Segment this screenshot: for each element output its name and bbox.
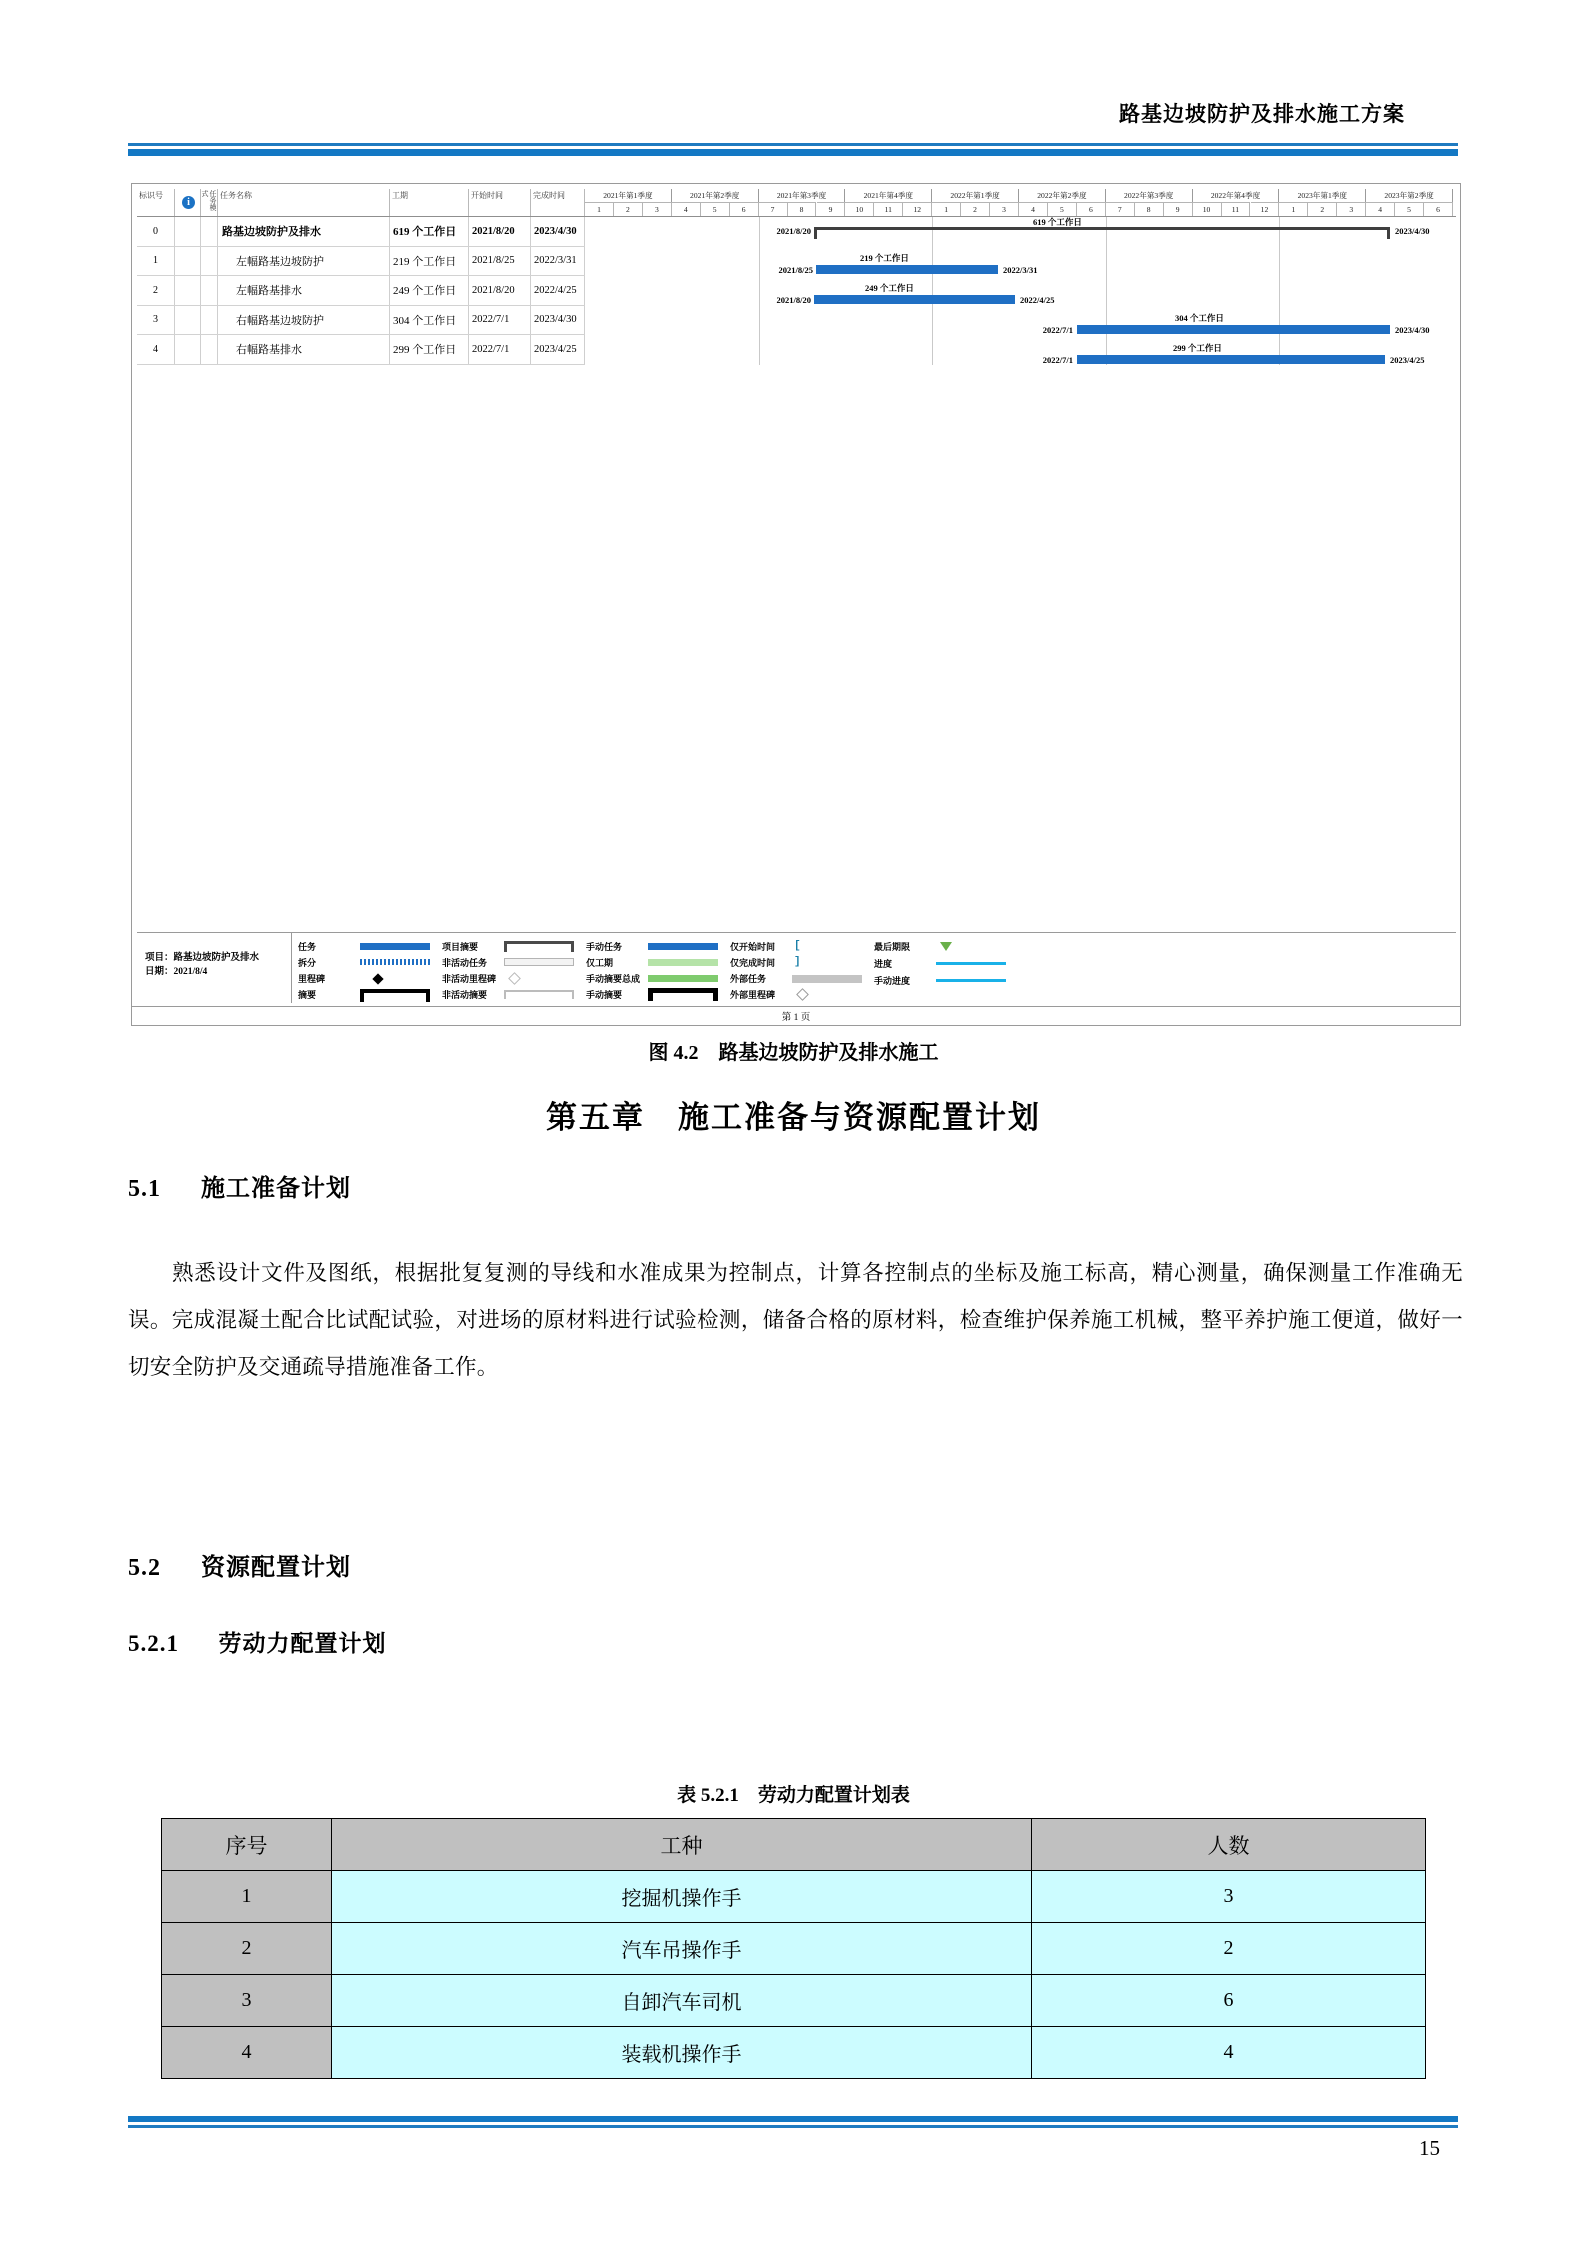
month-header: 5 xyxy=(1395,202,1424,216)
cell-mode xyxy=(201,335,218,364)
month-header: 3 xyxy=(990,202,1019,216)
legend-label: 仅工期 xyxy=(586,957,614,968)
legend-item xyxy=(730,987,870,1003)
gantt-chart-figure xyxy=(131,183,1461,1026)
gantt-bar-label: 219 个工作日 xyxy=(860,253,909,263)
cell-finish: 2022/4/25 xyxy=(531,276,585,305)
cell-name: 右幅路基边坡防护 xyxy=(218,306,390,335)
month-header: 4 xyxy=(1366,202,1395,216)
month-header: 6 xyxy=(1424,202,1453,216)
legend-item xyxy=(442,954,582,970)
cell-mode xyxy=(201,217,218,246)
gantt-task-bar xyxy=(1077,325,1390,334)
cell-index: 4 xyxy=(162,2027,332,2079)
legend-label: 摘要 xyxy=(298,990,317,1001)
table-row xyxy=(162,1975,1426,2027)
heading-5-2-1 xyxy=(128,1625,387,1658)
legend-item xyxy=(298,954,438,970)
info-icon: i xyxy=(182,196,195,209)
cell-finish: 2022/3/31 xyxy=(531,247,585,276)
gantt-legend-project xyxy=(137,933,292,1003)
legend-column-5 xyxy=(874,938,1014,1003)
month-header: 4 xyxy=(1019,202,1048,216)
cell-finish: 2023/4/30 xyxy=(531,217,585,246)
gantt-task-bar xyxy=(816,265,998,274)
legend-label: 非活动摘要 xyxy=(442,990,488,1001)
manual-summary-icon xyxy=(648,988,726,1001)
cell-index: 2 xyxy=(162,1923,332,1975)
cell-id: 4 xyxy=(137,335,175,364)
cell-start: 2021/8/20 xyxy=(469,276,531,305)
footer-rule-thick xyxy=(128,2116,1458,2122)
cell-duration: 219 个工作日 xyxy=(390,247,469,276)
gantt-bar-start-label: 2021/8/25 xyxy=(778,265,813,275)
col-header-start: 开始时间 xyxy=(469,189,531,216)
legend-column-3 xyxy=(586,938,726,1003)
cell-id: 1 xyxy=(137,247,175,276)
cell-info xyxy=(175,247,201,276)
deadline-arrow-icon xyxy=(936,942,1014,951)
legend-label: 外部里程碑 xyxy=(730,990,776,1001)
cell-count: 2 xyxy=(1032,1923,1426,1975)
month-header: 8 xyxy=(788,202,817,216)
month-header: 2 xyxy=(961,202,990,216)
month-header: 10 xyxy=(845,202,874,216)
month-header: 6 xyxy=(730,202,759,216)
legend-label: 非活动里程碑 xyxy=(442,974,497,985)
quarter-header: 2021年第1季度 xyxy=(585,189,672,202)
quarter-header: 2021年第3季度 xyxy=(759,189,846,202)
inactive-summary-icon xyxy=(504,990,582,999)
month-header: 7 xyxy=(759,202,788,216)
month-header: 9 xyxy=(1164,202,1193,216)
cell-id: 2 xyxy=(137,276,175,305)
gantt-timeline-header xyxy=(585,189,1456,217)
legend-item xyxy=(442,971,582,987)
legend-project-name: 项目：路基边坡防护及排水 xyxy=(145,953,260,963)
header-cell-trade: 工种 xyxy=(332,1819,1032,1871)
manual-summary-rollup-icon xyxy=(648,975,726,982)
quarter-header: 2022年第3季度 xyxy=(1106,189,1193,202)
cell-info xyxy=(175,306,201,335)
cell-finish: 2023/4/30 xyxy=(531,306,585,335)
manual-task-icon xyxy=(648,943,726,950)
split-bar-icon xyxy=(360,959,438,965)
cell-mode xyxy=(201,247,218,276)
legend-column-1 xyxy=(298,938,438,1003)
cell-index: 1 xyxy=(162,1871,332,1923)
start-only-icon: [ xyxy=(794,940,801,953)
legend-item xyxy=(874,955,1014,972)
cell-start: 2022/7/1 xyxy=(469,335,531,364)
table-row xyxy=(137,276,585,306)
cell-info xyxy=(175,335,201,364)
legend-label: 最后期限 xyxy=(874,942,911,952)
heading-5-1-title: 施工准备计划 xyxy=(201,1176,351,1202)
labour-allocation-table xyxy=(161,1818,1426,2079)
progress-line-icon xyxy=(936,962,1014,965)
gantt-bars-area xyxy=(585,217,1456,365)
paragraph-5-1-body: 熟悉设计文件及图纸，根据批复复测的导线和水准成果为控制点，计算各控制点的坐标及施工标高，精心测量，确保测量工作准确无误。完成混凝土配合比试配试验，对进场的原材料进行试验检测，储备合格的原材料，检查维护保养施工机械，整平养护施工便道，做好一切安全防护及交通疏导措施准备工作。 xyxy=(128,1261,1463,1379)
heading-5-2 xyxy=(128,1547,351,1582)
summary-bracket-icon xyxy=(360,989,438,1001)
table-row xyxy=(162,1871,1426,1923)
cell-name: 左幅路基排水 xyxy=(218,276,390,305)
legend-label: 仅完成时间 xyxy=(730,957,776,968)
col-header-name: 任务名称 xyxy=(218,189,390,216)
legend-item xyxy=(586,971,726,987)
cell-count: 6 xyxy=(1032,1975,1426,2027)
legend-item xyxy=(586,954,726,970)
legend-column-2 xyxy=(442,938,582,1003)
month-header: 4 xyxy=(672,202,701,216)
page-number: 15 xyxy=(1419,2136,1440,2160)
gantt-bar-start-label: 2022/7/1 xyxy=(1042,325,1073,335)
table-row xyxy=(137,306,585,336)
cell-start: 2022/7/1 xyxy=(469,306,531,335)
duration-only-icon xyxy=(648,959,726,966)
month-header: 1 xyxy=(585,202,614,216)
external-task-icon xyxy=(792,975,870,983)
cell-trade: 自卸汽车司机 xyxy=(332,1975,1032,2027)
legend-item xyxy=(586,987,726,1003)
cell-mode xyxy=(201,276,218,305)
cell-mode xyxy=(201,306,218,335)
table-row xyxy=(137,217,585,247)
cell-info xyxy=(175,217,201,246)
table-caption: 表 5.2.1 劳动力配置计划表 xyxy=(677,1785,910,1806)
heading-5-2-number: 5.2 xyxy=(128,1555,161,1581)
cell-trade: 挖掘机操作手 xyxy=(332,1871,1032,1923)
heading-5-2-1-title: 劳动力配置计划 xyxy=(218,1631,387,1656)
heading-5-1-number: 5.1 xyxy=(128,1176,161,1202)
gantt-bar-end-label: 2023/4/30 xyxy=(1395,325,1430,335)
gantt-task-bar xyxy=(1077,355,1385,364)
legend-item xyxy=(442,938,582,954)
quarter-header: 2022年第4季度 xyxy=(1193,189,1280,202)
legend-item xyxy=(586,938,726,954)
month-header: 1 xyxy=(1279,202,1308,216)
month-header: 2 xyxy=(1308,202,1337,216)
col-header-finish: 完成时间 xyxy=(531,189,585,216)
legend-item xyxy=(730,954,870,970)
cell-count: 3 xyxy=(1032,1871,1426,1923)
month-header: 10 xyxy=(1193,202,1222,216)
cell-id: 0 xyxy=(137,217,175,246)
month-header: 9 xyxy=(817,202,846,216)
cell-duration: 619 个工作日 xyxy=(390,217,469,246)
heading-5-2-1-number: 5.2.1 xyxy=(128,1631,179,1656)
legend-label: 项目摘要 xyxy=(442,941,479,952)
header-rule-thin xyxy=(128,143,1458,146)
gantt-bar-label: 304 个工作日 xyxy=(1175,313,1224,323)
gantt-bar-label: 299 个工作日 xyxy=(1173,343,1222,353)
gantt-bar-start-label: 2021/8/20 xyxy=(776,226,811,236)
cell-duration: 304 个工作日 xyxy=(390,306,469,335)
month-header: 5 xyxy=(701,202,730,216)
legend-item xyxy=(730,971,870,987)
cell-trade: 装载机操作手 xyxy=(332,2027,1032,2079)
gantt-bar-start-label: 2022/7/1 xyxy=(1042,355,1073,365)
col-header-id: 标识号 xyxy=(137,189,175,216)
cell-info xyxy=(175,276,201,305)
legend-item xyxy=(298,987,438,1003)
quarter-header: 2021年第4季度 xyxy=(845,189,932,202)
legend-label: 手动进度 xyxy=(874,976,911,986)
legend-project-date: 日期：2021/8/4 xyxy=(145,967,208,977)
milestone-diamond-icon xyxy=(360,975,438,983)
quarter-header: 2022年第2季度 xyxy=(1019,189,1106,202)
gantt-page-number: 第 1 页 xyxy=(132,1006,1460,1023)
gantt-timeline xyxy=(585,189,1456,364)
cell-duration: 249 个工作日 xyxy=(390,276,469,305)
figure-caption: 图 4.2 路基边坡防护及排水施工 xyxy=(648,1042,939,1064)
legend-item xyxy=(298,971,438,987)
gantt-bar-label: 619 个工作日 xyxy=(1033,217,1082,227)
gantt-grid-rows xyxy=(137,217,585,365)
legend-label: 进度 xyxy=(874,959,893,969)
table-row xyxy=(162,2027,1426,2079)
inactive-task-icon xyxy=(504,958,582,966)
month-header: 12 xyxy=(1251,202,1280,216)
cell-name: 右幅路基排水 xyxy=(218,335,390,364)
cell-name: 路基边坡防护及排水 xyxy=(218,217,390,246)
manual-progress-icon xyxy=(936,979,1014,982)
month-header: 1 xyxy=(932,202,961,216)
legend-label: 手动任务 xyxy=(586,941,623,952)
gantt-bar-end-label: 2023/4/30 xyxy=(1395,226,1430,236)
legend-item xyxy=(730,938,870,954)
col-header-mode: 任务模式 xyxy=(201,189,218,216)
gantt-summary-bar xyxy=(814,227,1390,237)
cell-start: 2021/8/20 xyxy=(469,217,531,246)
heading-5-1 xyxy=(128,1168,351,1203)
legend-item xyxy=(874,938,1014,955)
table-row xyxy=(137,247,585,277)
month-header: 11 xyxy=(874,202,903,216)
legend-label: 拆分 xyxy=(298,957,317,968)
legend-label: 里程碑 xyxy=(298,974,326,985)
month-header: 2 xyxy=(614,202,643,216)
gantt-grid-header xyxy=(137,189,585,217)
cell-count: 4 xyxy=(1032,2027,1426,2079)
gantt-task-bar xyxy=(814,295,1015,304)
gantt-bar-label: 249 个工作日 xyxy=(865,283,914,293)
finish-only-icon: ] xyxy=(794,956,801,969)
cell-index: 3 xyxy=(162,1975,332,2027)
table-row xyxy=(137,335,585,365)
month-header: 3 xyxy=(643,202,672,216)
legend-item xyxy=(298,938,438,954)
month-header: 8 xyxy=(1135,202,1164,216)
col-header-info xyxy=(175,189,201,216)
month-header: 12 xyxy=(903,202,932,216)
cell-id: 3 xyxy=(137,306,175,335)
gantt-bar-end-label: 2023/4/25 xyxy=(1390,355,1425,365)
cell-name: 左幅路基边坡防护 xyxy=(218,247,390,276)
header-rule-thick xyxy=(128,149,1458,156)
chapter-title: 第五章 施工准备与资源配置计划 xyxy=(546,1100,1041,1135)
header-cell-index: 序号 xyxy=(162,1819,332,1871)
month-header: 3 xyxy=(1337,202,1366,216)
month-header: 5 xyxy=(1048,202,1077,216)
quarter-header: 2021年第2季度 xyxy=(672,189,759,202)
footer-rule-thin xyxy=(128,2125,1458,2128)
cell-trade: 汽车吊操作手 xyxy=(332,1923,1032,1975)
heading-5-2-title: 资源配置计划 xyxy=(201,1555,351,1581)
quarter-header: 2023年第1季度 xyxy=(1279,189,1366,202)
quarter-header: 2022年第1季度 xyxy=(932,189,1019,202)
legend-label: 外部任务 xyxy=(730,974,767,985)
page-header-title: 路基边坡防护及排水施工方案 xyxy=(1119,102,1405,126)
legend-item xyxy=(442,987,582,1003)
month-header: 7 xyxy=(1106,202,1135,216)
header-cell-count: 人数 xyxy=(1032,1819,1426,1871)
gantt-bar-start-label: 2021/8/20 xyxy=(776,295,811,305)
gantt-legend xyxy=(137,932,1456,1003)
month-header: 6 xyxy=(1077,202,1106,216)
legend-label: 手动摘要总成 xyxy=(586,974,641,985)
quarter-header: 2023年第2季度 xyxy=(1366,189,1453,202)
col-header-duration: 工期 xyxy=(390,189,469,216)
legend-item xyxy=(874,972,1014,989)
legend-label: 任务 xyxy=(298,941,317,952)
gantt-bar-end-label: 2022/4/25 xyxy=(1020,295,1055,305)
cell-start: 2021/8/25 xyxy=(469,247,531,276)
gantt-task-grid xyxy=(137,189,585,364)
legend-label: 手动摘要 xyxy=(586,990,623,1001)
cell-finish: 2023/4/25 xyxy=(531,335,585,364)
month-header: 11 xyxy=(1222,202,1251,216)
table-row xyxy=(162,1923,1426,1975)
cell-duration: 299 个工作日 xyxy=(390,335,469,364)
table-header-row xyxy=(162,1819,1426,1871)
project-summary-icon xyxy=(504,941,582,951)
legend-label: 非活动任务 xyxy=(442,957,488,968)
inactive-milestone-icon xyxy=(504,974,582,983)
external-milestone-icon xyxy=(792,990,870,999)
legend-label: 仅开始时间 xyxy=(730,941,776,952)
gantt-bar-end-label: 2022/3/31 xyxy=(1003,265,1038,275)
task-bar-icon xyxy=(360,943,438,950)
legend-column-4 xyxy=(730,938,870,1003)
